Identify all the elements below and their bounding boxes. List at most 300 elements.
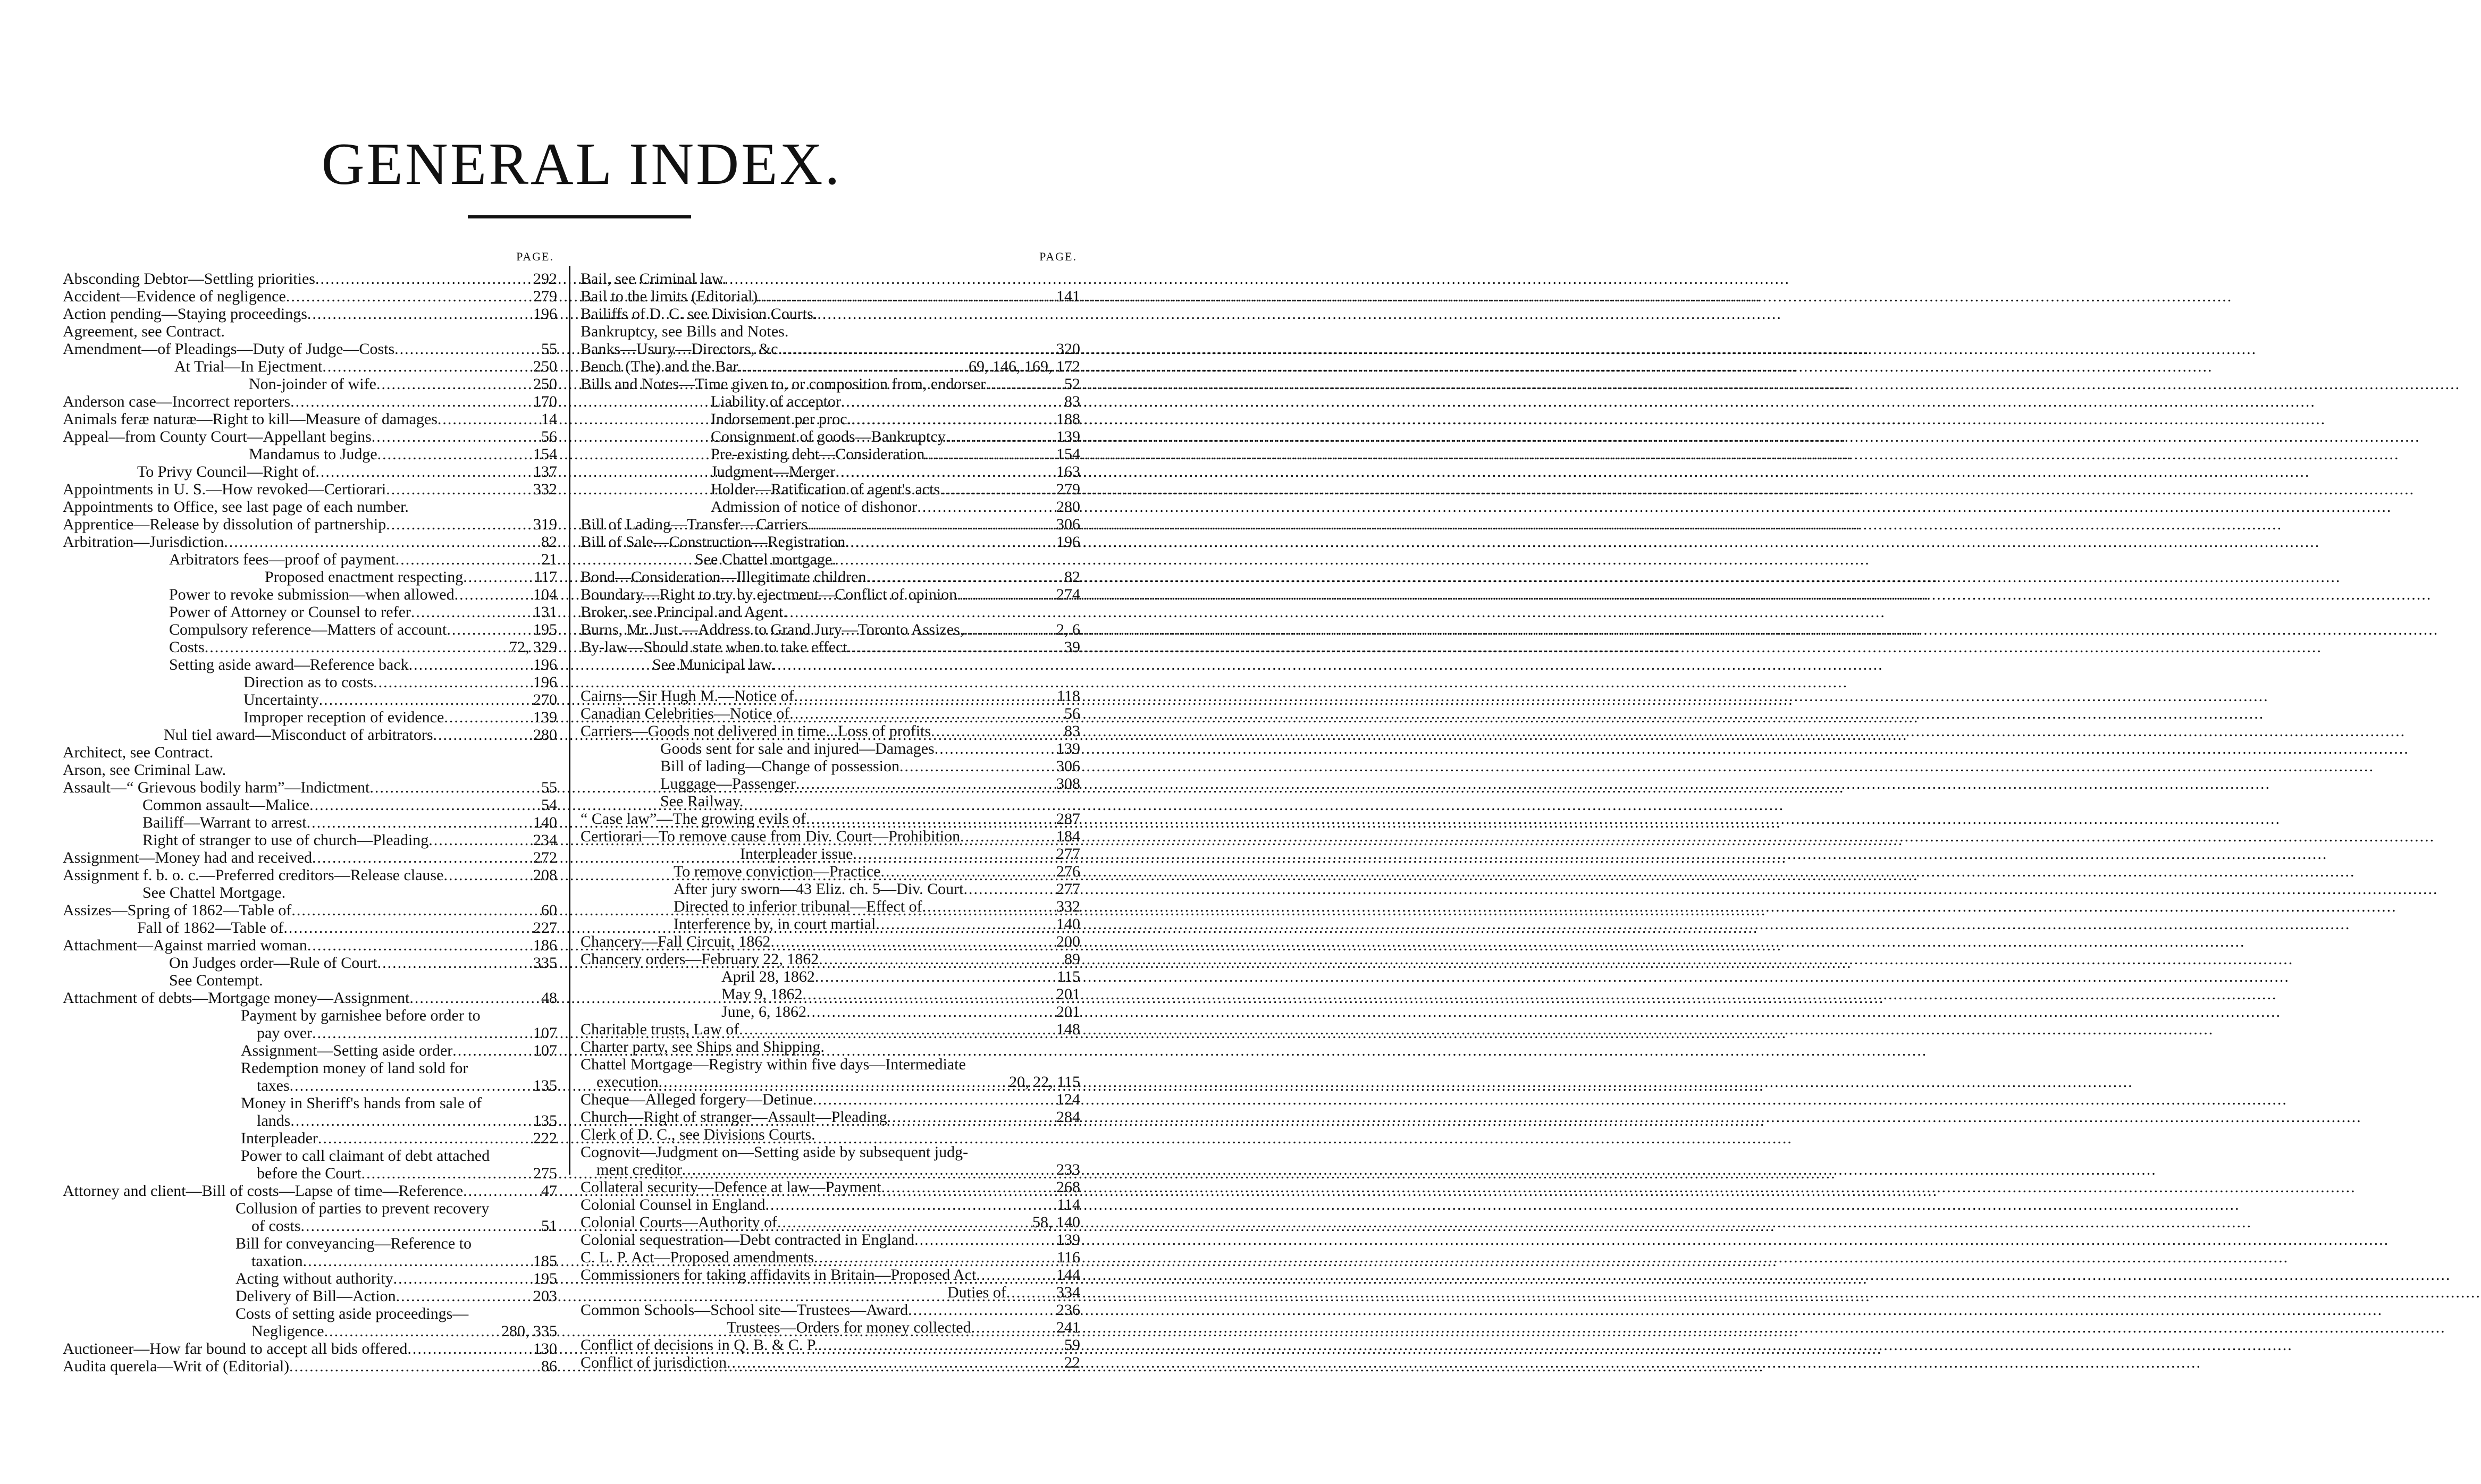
dot-leader xyxy=(739,1021,1054,1038)
index-entry xyxy=(63,709,557,726)
entry-page-number: 139 xyxy=(1056,428,1080,445)
index-entry xyxy=(581,270,1080,288)
dot-leader xyxy=(290,1077,531,1094)
entry-text: Attorney and client—Bill of costs—Lapse of time—Reference xyxy=(63,1182,464,1200)
entry-text: Attachment—Against married woman xyxy=(63,937,307,954)
dot-leader xyxy=(377,445,531,463)
index-entry xyxy=(63,1024,557,1042)
index-entry xyxy=(581,722,1080,740)
dot-leader xyxy=(444,709,531,726)
index-entry xyxy=(581,1249,1080,1266)
entry-text: Liability of acceptor xyxy=(711,393,841,410)
entry-text: Architect, see Contract. xyxy=(63,744,214,761)
dot-leader xyxy=(815,968,1055,985)
entry-text: Right of stranger to use of church—Pleading xyxy=(142,831,429,849)
dot-leader xyxy=(794,687,1055,705)
dot-leader xyxy=(307,937,531,954)
entry-page-number: 196 xyxy=(533,305,557,323)
index-entry xyxy=(63,480,557,498)
entry-text: Judgment—Merger xyxy=(711,463,836,480)
dot-leader xyxy=(394,340,539,358)
entry-page-number: 39 xyxy=(1064,638,1080,656)
entry-page-number: 222 xyxy=(533,1129,557,1147)
entry-page-number: 234 xyxy=(533,831,557,849)
dot-leader xyxy=(377,954,531,972)
dot-leader xyxy=(963,880,1054,898)
entry-text: Compulsory reference—Matters of account xyxy=(169,621,447,638)
dot-leader xyxy=(463,568,532,586)
entry-page-number: 20, 22, 115 xyxy=(1009,1073,1080,1091)
entry-text: Amendment—of Pleadings—Duty of Judge—Costs xyxy=(63,340,395,358)
index-entry xyxy=(63,831,557,849)
entry-page-number: 139 xyxy=(1056,1231,1080,1249)
dot-leader xyxy=(931,722,1062,740)
entry-page-number: 268 xyxy=(1056,1178,1080,1196)
index-entry xyxy=(63,445,557,463)
index-entry xyxy=(581,1319,1080,1336)
entry-page-number: 236 xyxy=(1056,1301,1080,1319)
entry-text: Chattel Mortgage—Registry within five days—Intermediate xyxy=(581,1056,966,1073)
dot-leader xyxy=(866,568,1062,586)
dot-leader xyxy=(312,849,531,866)
entry-text: Canadian Celebrities—Notice of xyxy=(581,705,790,722)
dot-leader xyxy=(319,691,531,709)
entry-text: pay over xyxy=(257,1024,313,1042)
index-entry xyxy=(63,621,557,638)
entry-page-number: 58, 140 xyxy=(1032,1213,1080,1231)
entry-page-number: 201 xyxy=(1056,985,1080,1003)
entry-page-number: 280 xyxy=(533,726,557,744)
entry-text: Power to call claimant of debt attached xyxy=(241,1147,490,1165)
index-entry xyxy=(581,445,1080,463)
entry-page-number: 319 xyxy=(533,516,557,533)
index-entry xyxy=(63,1357,557,1375)
entry-text: Anderson case—Incorrect reporters xyxy=(63,393,291,410)
entry-text: Bankruptcy, see Bills and Notes. xyxy=(581,323,789,340)
dot-leader xyxy=(806,1003,1054,1021)
entry-text: Chancery orders—February 22, 1862 xyxy=(581,950,819,968)
entry-text: Banks—Usury—Directors, &c. xyxy=(581,340,783,358)
dot-leader xyxy=(819,950,1062,968)
index-entry xyxy=(581,1284,1080,1301)
index-entry xyxy=(581,1056,1080,1073)
entry-text: At Trial—In Ejectment xyxy=(174,358,323,375)
entry-page-number: 104 xyxy=(533,586,557,603)
entry-text: Clerk of D. C., see Divisions Courts. xyxy=(581,1126,815,1143)
dot-leader xyxy=(386,480,531,498)
entry-text: Bail to the limits (Editorial) xyxy=(581,288,758,305)
entry-text: Collateral security—Defence at law—Payment xyxy=(581,1178,881,1196)
index-entry xyxy=(581,757,1080,775)
entry-text: Power of Attorney or Counsel to refer xyxy=(169,603,411,621)
entry-page-number: 196 xyxy=(533,656,557,673)
entry-text: Bill of lading—Change of possession xyxy=(660,757,899,775)
index-entry xyxy=(63,340,557,358)
entry-page-number: 72, 329 xyxy=(509,638,557,656)
dot-leader xyxy=(438,410,539,428)
entry-page-number: 51 xyxy=(541,1217,557,1235)
entry-page-number: 60 xyxy=(541,901,557,919)
index-entry xyxy=(581,1038,1080,1056)
index-entry xyxy=(63,1042,557,1059)
entry-text: On Judges order—Rule of Court xyxy=(169,954,377,972)
entry-text: C. L. P. Act—Proposed amendments xyxy=(581,1249,814,1266)
right-column xyxy=(581,250,1080,1371)
entry-text: before the Court xyxy=(257,1165,361,1182)
dot-leader xyxy=(307,814,531,831)
index-entry xyxy=(63,1007,557,1024)
dot-leader xyxy=(957,586,1054,603)
index-entry xyxy=(63,323,557,340)
dot-leader xyxy=(315,270,531,288)
dot-leader xyxy=(806,810,1054,828)
index-entry xyxy=(581,863,1080,880)
entry-text: Indorsement per proc. xyxy=(711,410,852,428)
dot-leader xyxy=(205,638,507,656)
entry-page-number: 233 xyxy=(1056,1161,1080,1178)
index-entry xyxy=(581,687,1080,705)
dot-leader xyxy=(908,1301,1054,1319)
dot-leader xyxy=(964,621,1054,638)
index-entry xyxy=(581,1126,1080,1143)
dot-leader xyxy=(301,1217,540,1235)
index-entry xyxy=(581,1231,1080,1249)
index-entry xyxy=(63,901,557,919)
index-entry xyxy=(581,1266,1080,1284)
index-entry xyxy=(63,603,557,621)
entry-text: Church—Right of stranger—Assault—Pleading xyxy=(581,1108,887,1126)
dot-leader xyxy=(411,603,531,621)
entry-page-number: 86 xyxy=(541,1357,557,1375)
index-entry xyxy=(63,814,557,831)
index-entry xyxy=(581,775,1080,792)
entry-page-number: 279 xyxy=(533,288,557,305)
index-entry xyxy=(581,740,1080,757)
index-entry xyxy=(581,968,1080,985)
entry-page-number: 196 xyxy=(1056,533,1080,551)
entry-page-number: 82 xyxy=(541,533,557,551)
index-entry xyxy=(581,323,1080,340)
entry-page-number: 47 xyxy=(541,1182,557,1200)
index-entry xyxy=(581,1021,1080,1038)
entry-text: Attachment of debts—Mortgage money—Assignment xyxy=(63,989,410,1007)
dot-leader xyxy=(224,533,539,551)
entry-page-number: 56 xyxy=(1064,705,1080,722)
index-entry xyxy=(63,516,557,533)
index-entry xyxy=(581,568,1080,586)
entry-page-number: 195 xyxy=(533,1270,557,1287)
entry-page-number: 292 xyxy=(533,270,557,288)
index-entry xyxy=(63,954,557,972)
entry-page-number: 14 xyxy=(541,410,557,428)
index-entry xyxy=(581,480,1080,498)
dot-leader xyxy=(814,1249,1055,1266)
index-entry xyxy=(581,1301,1080,1319)
entry-page-number: 89 xyxy=(1064,950,1080,968)
dot-leader xyxy=(433,726,531,744)
dot-leader xyxy=(946,428,1054,445)
index-entry xyxy=(581,950,1080,968)
entry-page-number: 114 xyxy=(1057,1196,1080,1213)
index-entry xyxy=(581,1213,1080,1231)
entry-page-number: 21 xyxy=(541,551,557,568)
entry-text: Bench (The) and the Bar xyxy=(581,358,738,375)
entry-page-number: 107 xyxy=(533,1024,557,1042)
index-entry xyxy=(581,305,1080,323)
dot-leader xyxy=(986,375,1062,393)
index-entry xyxy=(581,340,1080,358)
index-entry xyxy=(63,796,557,814)
index-entry xyxy=(63,375,557,393)
entry-text: Uncertainty xyxy=(243,691,319,709)
index-entry xyxy=(63,1094,557,1112)
entry-text: Bond—Consideration—Illegitimate children xyxy=(581,568,867,586)
entry-page-number: 82 xyxy=(1064,568,1080,586)
entry-page-number: 241 xyxy=(1056,1319,1080,1336)
dot-leader xyxy=(758,288,1054,305)
entry-text: May 9, 1862 xyxy=(721,985,803,1003)
entry-text: See Railway. xyxy=(660,792,744,810)
dot-leader xyxy=(443,866,531,884)
entry-page-number: 130 xyxy=(533,1340,557,1357)
index-entry xyxy=(581,516,1080,533)
dot-leader xyxy=(290,1112,531,1129)
left-page-header: PAGE. xyxy=(516,250,554,263)
dot-leader xyxy=(409,656,531,673)
dot-leader xyxy=(922,898,1054,915)
dot-leader xyxy=(818,1336,1062,1354)
index-entry xyxy=(581,1143,1080,1161)
entry-text: Bill of Sale—Construction—Registration xyxy=(581,533,846,551)
entry-text: Setting aside award—Reference back xyxy=(169,656,409,673)
dot-leader xyxy=(428,831,531,849)
index-entry xyxy=(63,673,557,691)
dot-leader xyxy=(322,358,531,375)
dot-leader xyxy=(361,1165,531,1182)
index-entry xyxy=(581,1073,1080,1091)
entry-text: Proposed enactment respecting xyxy=(265,568,464,586)
entry-text: Fall of 1862—Table of xyxy=(137,919,284,937)
dot-leader xyxy=(899,757,1054,775)
entry-text: Admission of notice of dishonor xyxy=(711,498,918,516)
entry-page-number: 55 xyxy=(541,340,557,358)
entry-text: Colonial sequestration—Debt contracted in England xyxy=(581,1231,915,1249)
entry-text: Chancery—Fall Circuit, 1862 xyxy=(581,933,771,950)
entry-page-number: 272 xyxy=(533,849,557,866)
entry-page-number: 306 xyxy=(1056,757,1080,775)
entry-page-number: 250 xyxy=(533,358,557,375)
entry-page-number: 22 xyxy=(1064,1354,1080,1371)
dot-leader xyxy=(796,775,1054,792)
entry-page-number: 118 xyxy=(1057,687,1080,705)
entry-text: Colonial Courts—Authority of xyxy=(581,1213,777,1231)
entry-page-number: 135 xyxy=(533,1112,557,1129)
index-entry xyxy=(581,358,1080,375)
index-entry xyxy=(63,884,557,901)
dot-leader xyxy=(876,915,1054,933)
entry-page-number: 54 xyxy=(541,796,557,814)
index-entry xyxy=(581,498,1080,516)
index-entry xyxy=(581,638,1080,656)
entry-page-number: 335 xyxy=(533,954,557,972)
entry-text: Commissioners for taking affidavits in Britain—Proposed Act xyxy=(581,1266,977,1284)
dot-leader xyxy=(318,1129,531,1147)
entry-page-number: 185 xyxy=(533,1252,557,1270)
dot-leader xyxy=(455,586,531,603)
entry-page-number: 83 xyxy=(1064,722,1080,740)
index-entry xyxy=(581,656,1080,673)
entry-text: Bill for conveyancing—Reference to xyxy=(236,1235,472,1252)
entry-text: To remove conviction—Practice xyxy=(674,863,881,880)
entry-page-number: 140 xyxy=(1056,915,1080,933)
index-entry xyxy=(63,691,557,709)
dot-leader xyxy=(286,288,531,305)
dot-leader xyxy=(315,463,531,480)
index-entry xyxy=(63,726,557,744)
entry-text: Luggage—Passenger xyxy=(660,775,796,792)
entry-text: Negligence xyxy=(251,1322,324,1340)
entry-page-number: 200 xyxy=(1056,933,1080,950)
entry-page-number: 144 xyxy=(1056,1266,1080,1284)
index-entry xyxy=(63,1129,557,1147)
entry-text: See Chattel Mortgage. xyxy=(142,884,286,901)
dot-leader xyxy=(770,933,1054,950)
index-entry xyxy=(63,1252,557,1270)
entry-page-number: 115 xyxy=(1057,968,1080,985)
entry-text: Trustees—Orders for money collected xyxy=(727,1319,971,1336)
entry-text: Holder—Ratification of agent's acts xyxy=(711,480,940,498)
dot-leader xyxy=(917,498,1054,516)
entry-page-number: 277 xyxy=(1056,845,1080,863)
dot-leader xyxy=(887,1108,1054,1126)
dot-leader xyxy=(1006,1284,1054,1301)
entry-text: Collusion of parties to prevent recovery xyxy=(236,1200,490,1217)
entry-text: Appeal—from County Court—Appellant begins xyxy=(63,428,372,445)
index-entry xyxy=(581,1196,1080,1213)
dot-leader xyxy=(880,863,1054,880)
entry-text: Action pending—Staying proceedings xyxy=(63,305,307,323)
entry-text: Directed to inferior tribunal—Effect of xyxy=(674,898,922,915)
index-entry xyxy=(581,603,1080,621)
entry-text: June, 6, 1862 xyxy=(721,1003,806,1021)
index-entry xyxy=(581,288,1080,305)
entry-text: Certiorari—To remove cause from Div. Court—Prohibition xyxy=(581,828,961,845)
dot-leader xyxy=(782,340,1054,358)
entry-page-number: 59 xyxy=(1064,1336,1080,1354)
dot-leader xyxy=(960,828,1054,845)
index-entry xyxy=(581,1003,1080,1021)
index-entry xyxy=(581,586,1080,603)
index-entry xyxy=(63,1287,557,1305)
entry-text: Money in Sheriff's hands from sale of xyxy=(241,1094,482,1112)
entry-page-number: 186 xyxy=(533,937,557,954)
entry-page-number: 154 xyxy=(1056,445,1080,463)
index-entry xyxy=(581,375,1080,393)
dot-leader xyxy=(881,1178,1054,1196)
entry-page-number: 275 xyxy=(533,1165,557,1182)
index-entry xyxy=(581,428,1080,445)
dot-leader xyxy=(976,1266,1054,1284)
entry-text: Goods sent for sale and injured—Damages xyxy=(660,740,935,757)
entry-text: Carriers—Goods not delivered in time...Loss of profits xyxy=(581,722,931,740)
entry-text: Conflict of jurisdiction xyxy=(581,1354,727,1371)
index-entry xyxy=(581,705,1080,722)
entry-text: Assignment—Money had and received xyxy=(63,849,313,866)
entry-page-number: 287 xyxy=(1056,810,1080,828)
entry-page-number: 154 xyxy=(533,445,557,463)
entry-text: Power to revoke submission—when allowed xyxy=(169,586,455,603)
dot-leader xyxy=(309,796,539,814)
dot-leader xyxy=(813,1091,1054,1108)
dot-leader xyxy=(291,901,539,919)
index-entry xyxy=(63,779,557,796)
index-entry xyxy=(581,1178,1080,1196)
entry-text: After jury sworn—43 Eliz. ch. 5—Div. Court xyxy=(674,880,964,898)
entry-text: Bill of Lading—Transfer—Carriers xyxy=(581,516,808,533)
index-entry xyxy=(63,393,557,410)
index-entry xyxy=(63,1305,557,1322)
entry-page-number: 201 xyxy=(1056,1003,1080,1021)
index-entry xyxy=(63,498,557,516)
dot-leader xyxy=(396,551,539,568)
entry-text: Audita querela—Writ of (Editorial) xyxy=(63,1357,290,1375)
index-entry xyxy=(63,1147,557,1165)
dot-leader xyxy=(407,1340,531,1357)
entry-text: Bail, see Criminal law. xyxy=(581,270,726,288)
entry-text: Cognovit—Judgment on—Setting aside by subsequent judg- xyxy=(581,1143,969,1161)
index-entry xyxy=(63,586,557,603)
index-entry xyxy=(581,845,1080,863)
dot-leader xyxy=(376,375,531,393)
entry-text: taxation xyxy=(251,1252,303,1270)
index-entry xyxy=(581,985,1080,1003)
entry-text: Payment by garnishee before order to xyxy=(241,1007,481,1024)
dot-leader xyxy=(409,989,539,1007)
entry-text: Interpleader issue xyxy=(740,845,853,863)
entry-text: Non-joinder of wife xyxy=(249,375,376,393)
dot-leader xyxy=(803,985,1055,1003)
entry-text: Burns, Mr. Just.—Address to Grand Jury—Toronto Assizes, xyxy=(581,621,964,638)
index-entry xyxy=(581,915,1080,933)
dot-leader xyxy=(289,1357,539,1375)
index-entry xyxy=(581,1091,1080,1108)
right-page-header: PAGE. xyxy=(1039,250,1077,263)
index-entry xyxy=(63,919,557,937)
index-entry xyxy=(63,638,557,656)
entry-text: Common assault—Malice xyxy=(142,796,310,814)
index-entry xyxy=(63,1059,557,1077)
entry-page-number: 137 xyxy=(533,463,557,480)
entry-text: Boundary—Right to try by ejectment—Conflict of opinion xyxy=(581,586,957,603)
entry-text: To Privy Council—Right of xyxy=(137,463,316,480)
dot-leader xyxy=(373,673,531,691)
dot-leader xyxy=(393,1270,531,1287)
entry-text: Appointments to Office, see last page of each number. xyxy=(63,498,409,516)
entry-text: By-law—Should state when to take effect xyxy=(581,638,847,656)
entry-text: Improper reception of evidence xyxy=(243,709,444,726)
entry-text: of costs xyxy=(251,1217,301,1235)
index-entry xyxy=(581,1161,1080,1178)
dot-leader xyxy=(372,428,539,445)
index-entry xyxy=(63,1077,557,1094)
index-entry xyxy=(63,568,557,586)
entry-text: Delivery of Bill—Action xyxy=(236,1287,396,1305)
left-entry-list xyxy=(63,270,557,1375)
entry-page-number: 277 xyxy=(1056,880,1080,898)
dot-leader xyxy=(396,1287,531,1305)
entry-text: Colonial Counsel in England xyxy=(581,1196,766,1213)
entry-page-number: 280, 335 xyxy=(501,1322,557,1340)
